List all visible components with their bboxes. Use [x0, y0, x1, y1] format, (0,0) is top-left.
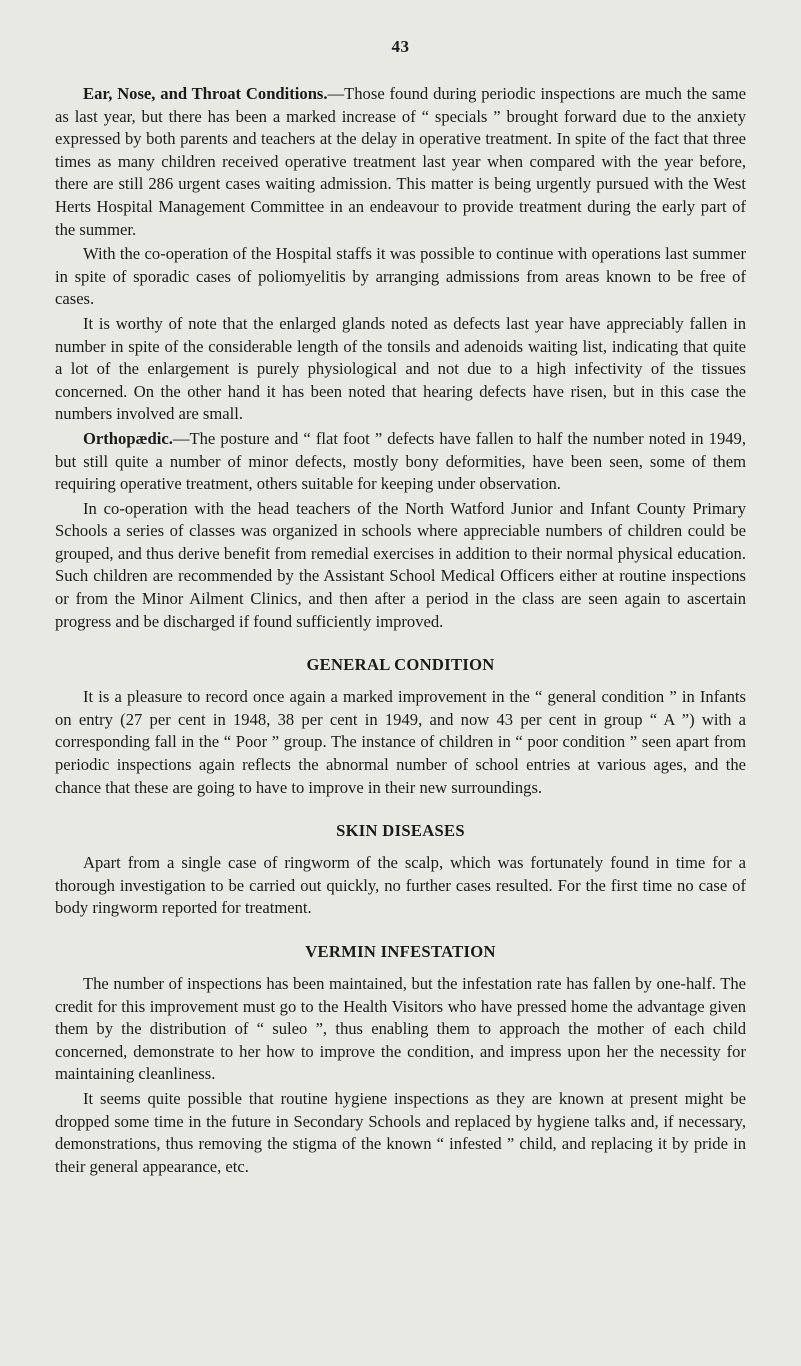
- skin-diseases-heading: SKIN DISEASES: [336, 821, 465, 841]
- general-condition-section: [55, 655, 746, 799]
- ent-section: [55, 83, 746, 426]
- ent-paragraph-3: It is worthy of note that the enlarged glands noted as defects last year have appreciably fallen in number in spite of the considerable length of the tonsils and adenoids waiting list, indicating that quite a lot of the enlargement is purely physiological and not due to a high infectivity of the tissues concerned. On the other hand it has been noted that hearing defects have risen, but in this case the numbers involved are small.: [55, 313, 746, 424]
- vermin-infestation-heading: VERMIN INFESTATION: [305, 942, 496, 961]
- ortho-run-in-heading: Orthopædic.: [83, 428, 173, 448]
- ent-paragraph-1-text: —Those found during periodic inspections are much the same as last year, but there has been a marked increase of “ specials ” brought forward due to the anxiety expressed by both parents and teachers at the delay in operative treatment. In spite of the fact that three times as many children received operative treatment last year when compared with the year before, there are still 286 urgent cases waiting admission. This matter is being urgently pursued with the West Herts Hospital Management Committee in an endeavour to provide treatment during the early part of the summer.: [55, 84, 746, 239]
- ent-run-in-heading: Ear, Nose, and Throat Conditions.: [83, 84, 328, 103]
- ortho-paragraph-1-text: —The posture and “ flat foot ” defects have fallen to half the number noted in 1949, but still quite a number of minor defects, mostly bony deformities, have been seen, some of them requiring operative treatment, others suitable for keeping under observation.: [55, 428, 746, 494]
- vermin-paragraph-1: The number of inspections has been maintained, but the infestation rate has fallen by one-half. The credit for this improvement must go to the Health Visitors who have pressed home the advantage given them by the distribution of “ suleo ”, thus enabling them to approach the mother of each child concerned, demonstrate to her how to improve the condition, and impress upon her the necessity for maintaining cleanliness.: [55, 974, 746, 1084]
- skin-diseases-paragraph: Apart from a single case of ringworm of the scalp, which was fortunately found in time for a thorough investigation to be carried out quickly, no further cases resulted. For the first time no case of body ringworm reported for treatment.: [55, 853, 746, 918]
- ent-paragraph-2: With the co-operation of the Hospital staffs it was possible to continue with operations last summer in spite of sporadic cases of poliomyelitis by arranging admissions from areas known to be free of cases.: [55, 244, 746, 309]
- skin-diseases-section: [55, 821, 746, 920]
- vermin-paragraph-2: It seems quite possible that routine hygiene inspections as they are known at present might be dropped some time in the future in Secondary Schools and replaced by hygiene talks and, if necessary, demonstrations, thus removing the stigma of the known “ infested ” child, and replacing it by pride in their general appearance, etc.: [55, 1088, 746, 1176]
- general-condition-heading: GENERAL CONDITION: [306, 655, 495, 675]
- vermin-infestation-section: [55, 942, 746, 1178]
- page-number: 43: [391, 37, 410, 56]
- general-condition-paragraph: It is a pleasure to record once again a marked improvement in the “ general condition ” in Infants on entry (27 per cent in 1948, 38 per cent in 1949, and now 43 per cent in group “ A ”) with a corresponding fall in the “ Poor ” group. The instance of children in “ poor condition ” seen apart from periodic inspections again reflects the abnormal number of school entries at various ages, and the chance that these are going to have to improve in their new surroundings.: [55, 687, 746, 797]
- orthopaedic-section: [55, 428, 746, 633]
- ent-paragraph-1: [55, 83, 746, 241]
- ortho-paragraph-1: [55, 428, 746, 496]
- ortho-paragraph-2: In co-operation with the head teachers of the North Watford Junior and Infant County Primary Schools a series of classes was organized in schools where appreciable numbers of children could be grouped, and thus derive benefit from remedial exercises in addition to their normal physical education. Such children are recommended by the Assistant School Medical Officers either at routine inspections or from the Minor Ailment Clinics, and then after a period in the class are seen again to ascertain progress and be discharged if found sufficiently improved.: [55, 498, 746, 631]
